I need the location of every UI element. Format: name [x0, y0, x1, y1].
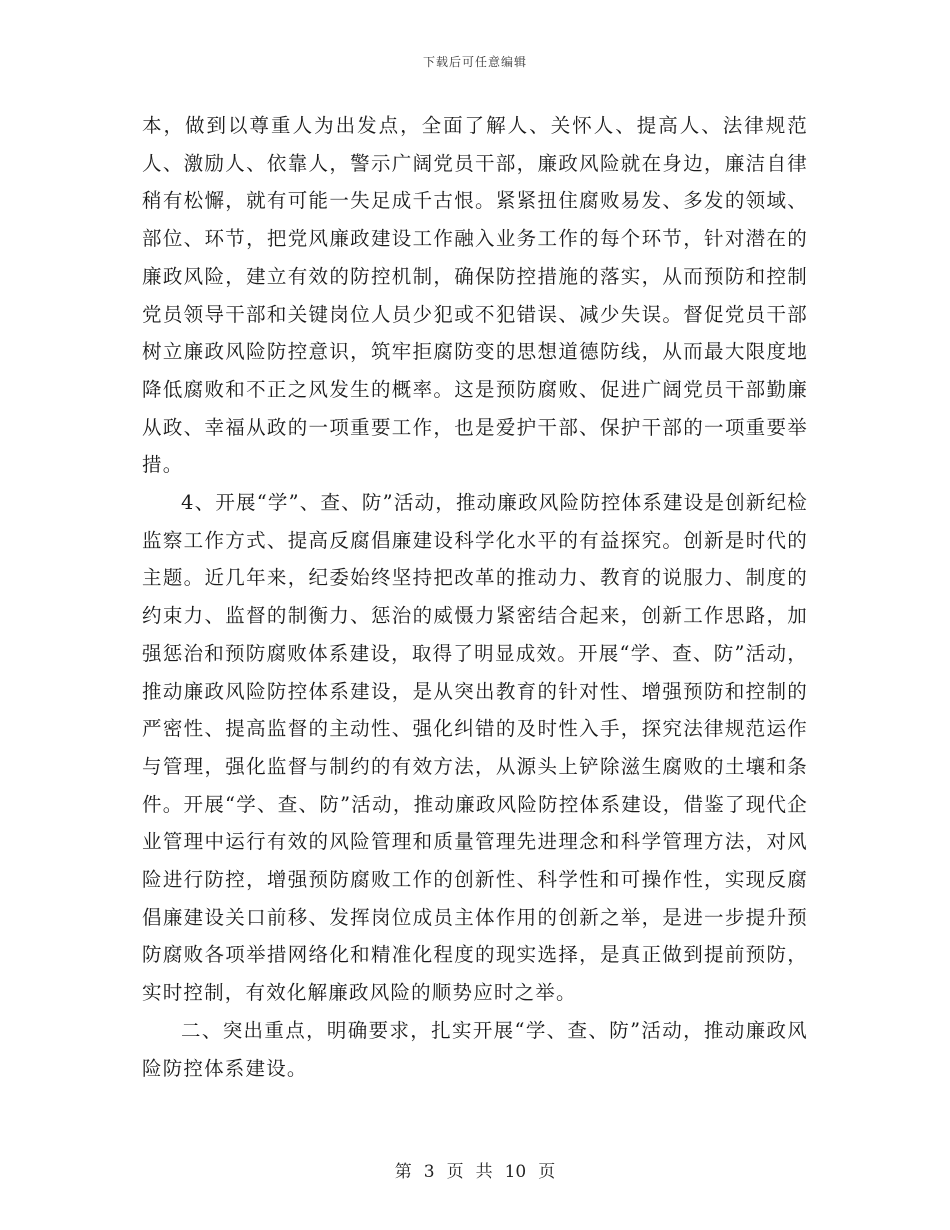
page-header: 下载后可任意编辑 [422, 55, 527, 69]
document-body [142, 107, 808, 1087]
footer-current-page: 3 [423, 1162, 435, 1182]
footer-total-pages: 10 [504, 1162, 527, 1182]
paragraph-3: 二、突出重点，明确要求，扎实开展“学、查、防”活动，推动廉政风险防控体系建设。 [142, 1018, 808, 1080]
footer-label-unit-end: 页 [538, 1162, 556, 1182]
page-footer [0, 1157, 950, 1182]
footer-label-page: 第 [394, 1162, 412, 1182]
footer-label-unit: 页 [446, 1162, 464, 1182]
paragraph-1: 本，做到以尊重人为出发点，全面了解人、关怀人、提高人、法律规范人、激励人、依靠人，警示广阔党员干部，廉政风险就在身边，廉洁自律稍有松懈，就有可能一失足成千古恨。紧紧扭住腐败易发、多发的领域、部位、环节，把党风廉政建设工作融入业务工作的每个环节，针对潜在的廉政风险，建立有效的防控机制，确保防控措施的落实，从而预防和控制党员领导干部和关键岗位人员少犯或不犯错误、减少失误。督促党员干部树立廉政风险防控意识，筑牢拒腐防变的思想道德防线，从而最大限度地降低腐败和不正之风发生的概率。这是预防腐败、促进广阔党员干部勤廉从政、幸福从政的一项重要工作，也是爱护干部、保护干部的一项重要举措。 [142, 114, 808, 477]
paragraph-2: 4、开展“学”、查、防”活动，推动廉政风险防控体系建设是创新纪检监察工作方式、提高反腐倡廉建设科学化水平的有益探究。创新是时代的主题。近几年来，纪委始终坚持把改革的推动力、教育的说服力、制度的约束力、监督的制衡力、惩治的威慑力紧密结合起来，创新工作思路，加强惩治和预防腐败体系建设，取得了明显成效。开展“学、查、防”活动，推动廉政风险防控体系建设，是从突出教育的针对性、增强预防和控制的严密性、提高监督的主动性、强化纠错的及时性入手，探究法律规范运作与管理，强化监督与制约的有效方法，从源头上铲除滋生腐败的土壤和条件。开展“学、查、防”活动，推动廉政风险防控体系建设，借鉴了现代企业管理中运行有效的风险管理和质量管理先进理念和科学管理方法，对风险进行防控，增强预防腐败工作的创新性、科学性和可操作性，实现反腐倡廉建设关口前移、发挥岗位成员主体作用的创新之举，是进一步提升预防腐败各项举措网络化和精准化程度的现实选择，是真正做到提前预防，实时控制，有效化解廉政风险的顺势应时之举。 [142, 491, 808, 1005]
footer-label-total: 共 [475, 1162, 493, 1182]
